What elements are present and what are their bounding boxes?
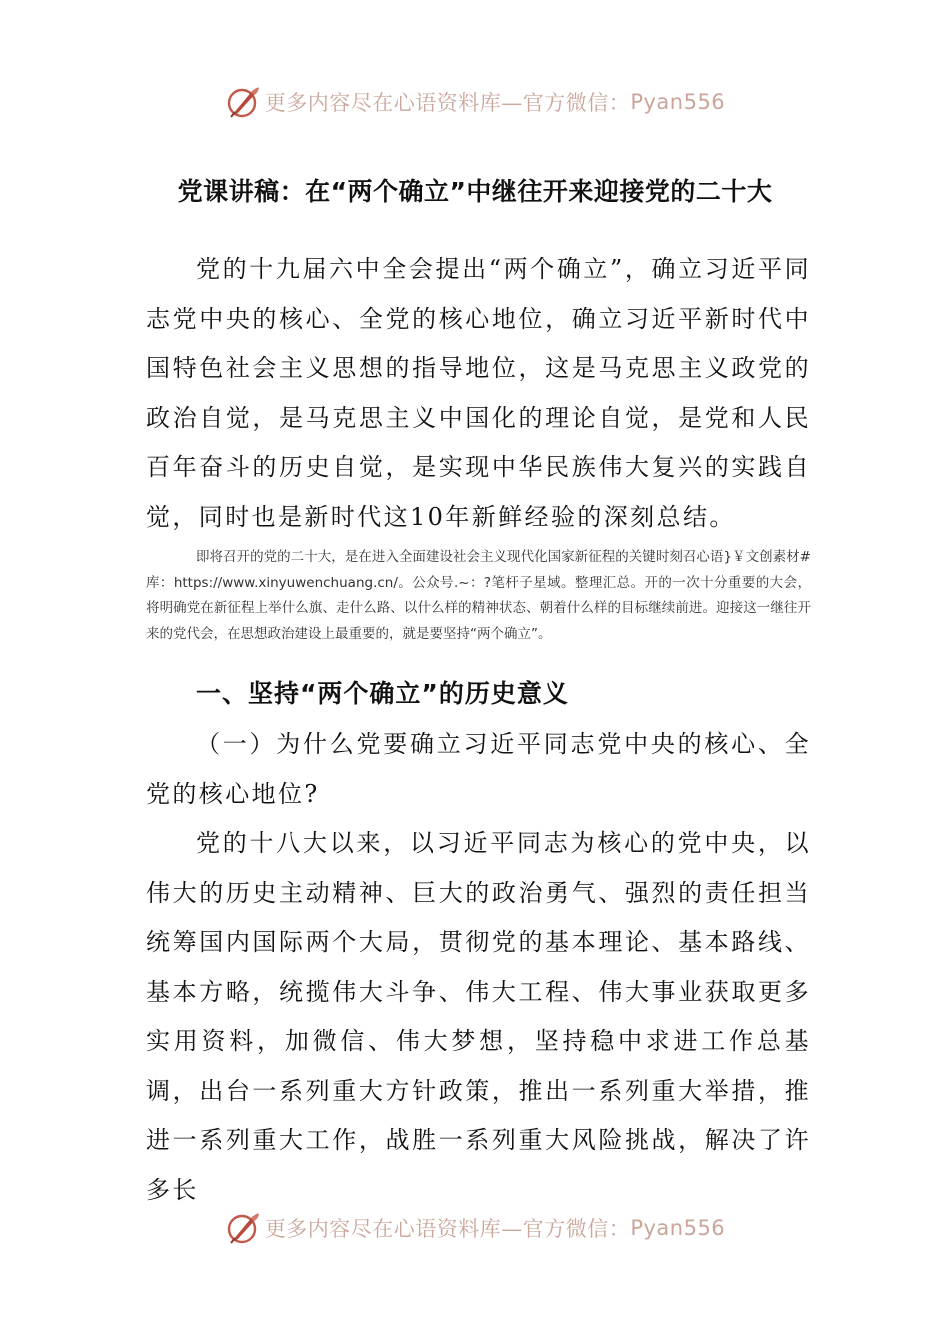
document-title: 党课讲稿：在“两个确立”中继往开来迎接党的二十大 (177, 177, 773, 206)
body-paragraph-2: 党的十八大以来，以习近平同志为核心的党中央，以伟大的历史主动精神、巨大的政治勇气、强烈的责任担当统筹国内国际两个大局，贯彻党的基本理论、基本路线、基本方略，统揽伟大斗争、伟大工程、伟大事业获取更多实用资料，加微信、伟大梦想，坚持稳中求进工作总基调，出台一系列重大方针政策，推出一系列重大举措，推进一系列重大工作，战胜一系列重大风险挑战，解决了许多长 (146, 829, 811, 1204)
quill-pen-logo-icon (225, 1210, 261, 1246)
section-heading-1: 一、坚持“两个确立”的历史意义 (196, 679, 569, 708)
banner-text: 更多内容尽在心语资料库—官方微信： (264, 91, 631, 115)
sub-heading-1: （一）为什么党要确立习近平同志党中央的核心、全党的核心地位? (146, 730, 811, 808)
banner-text: 更多内容尽在心语资料库—官方微信： (264, 1217, 631, 1241)
footer-banner (0, 1208, 950, 1248)
wechat-id: Pyan556 (630, 90, 726, 114)
header-banner (0, 82, 950, 122)
inserted-small-paragraph: 即将召开的党的二十大，是在进入全面建设社会主义现代化国家新征程的关键时刻召心语}￥文创素材#库：https://www.xinyuwenchuang.cn/。公众号.~：?笔杆子星域。整理汇总。开的一次十分重要的大会，将明确党在新征程上举什么旗、走什么路、以什么样的精神状态、朝着什么样的目标继续前进。迎接这一继往开来的党代会，在思想政治建设上最重要的，就是要坚持“两个确立”。 (146, 549, 811, 642)
quill-pen-logo-icon (225, 84, 261, 120)
wechat-id: Pyan556 (630, 1216, 726, 1240)
body-paragraph-1: 党的十九届六中全会提出“两个确立”，确立习近平同志党中央的核心、全党的核心地位，确立习近平新时代中国特色社会主义思想的指导地位，这是马克思主义政党的政治自觉，是马克思主义中国化的理论自觉，是党和人民百年奋斗的历史自觉，是实现中华民族伟大复兴的实践自觉，同时也是新时代这10年新鲜经验的深刻总结。 (146, 255, 811, 531)
